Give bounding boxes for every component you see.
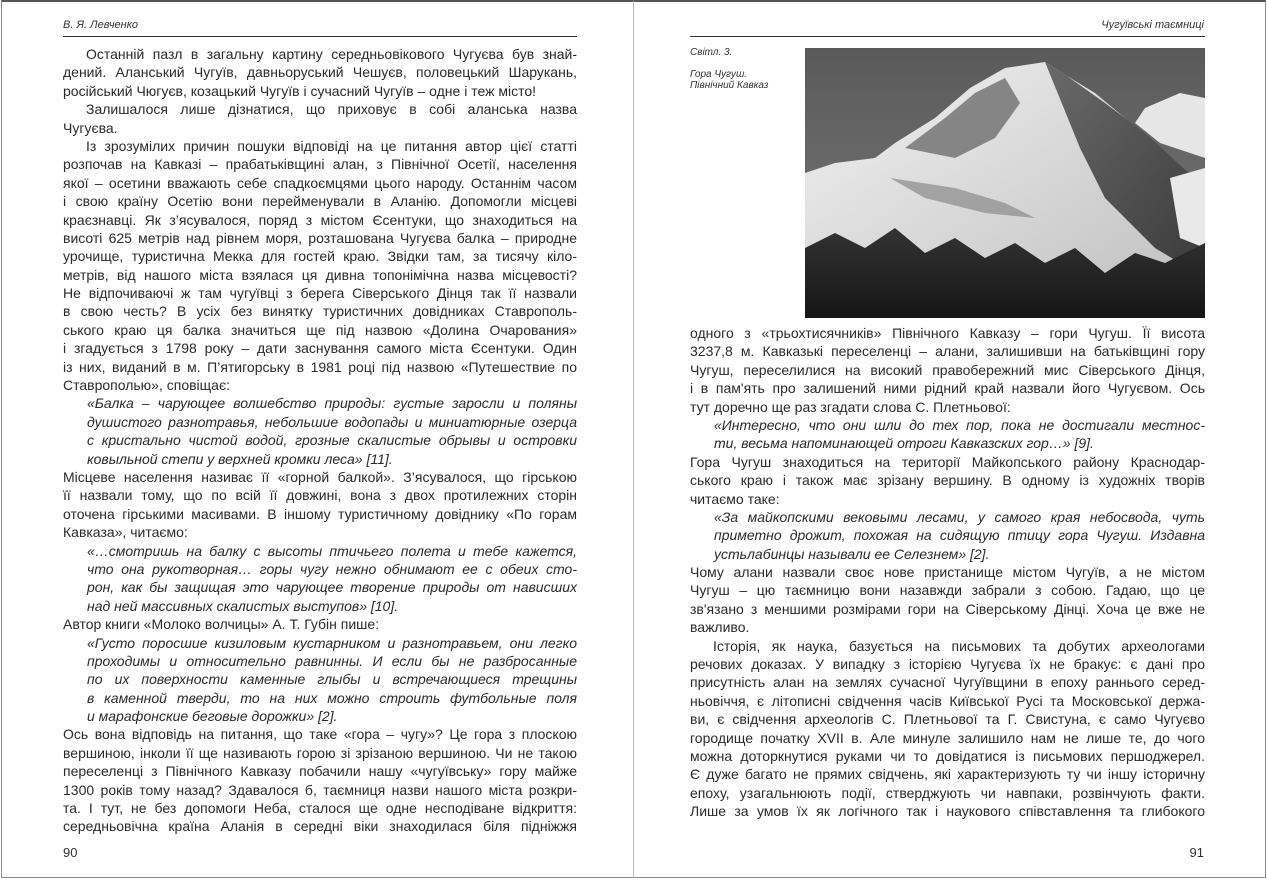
text-line: [63, 505, 577, 523]
text-line: [63, 486, 577, 504]
text-line: [690, 434, 1205, 452]
text-line-content: Автор книги «Молоко волчицы» А. Т. Губін пише:: [63, 616, 380, 633]
text-line: [690, 342, 1205, 360]
quotation-block: [690, 508, 1205, 563]
text-line: [63, 100, 577, 118]
text-line-content: Залишалося лише дізнатися, що приховує в собі аланська назва: [86, 101, 577, 118]
text-line: [63, 376, 577, 394]
text-line: [690, 729, 1205, 747]
text-line-content: 1300 років тому назад? Здавалося б, таємниця назви нашого міста розкри-: [63, 781, 577, 798]
text-line-content: важливо.: [690, 619, 750, 636]
text-line-content: «Густо поросшие кизиловым кустарником и разнотравьем, они легко: [87, 634, 577, 651]
paragraph: [690, 453, 1205, 508]
text-line: [63, 45, 577, 63]
running-header-title: Чугуївські таємниці: [1101, 19, 1204, 31]
text-line: [63, 615, 577, 633]
text-line-content: Чугуєва.: [63, 119, 118, 136]
text-line-content: «За майкопскими вековыми лесами, у самого края небосвода, чуть: [714, 508, 1205, 525]
text-line: [63, 744, 577, 762]
text-line-content: в каменной тверди, то на них можно строить футбольные поля: [87, 689, 577, 706]
paragraph: [63, 137, 577, 394]
text-line: [63, 634, 577, 652]
figure-caption-line2: Північний Кавказ: [690, 80, 769, 91]
text-line-content: устьлабинцы называли ее Селезнем» [2].: [714, 545, 990, 562]
text-line: [690, 379, 1205, 397]
text-line: [690, 802, 1205, 820]
text-line-content: Гора Чугуш знаходиться на території Майкопського району Краснодар-: [690, 453, 1205, 470]
text-line-content: Ось вона відповідь на питання, що таке «гора – чугу»? Це гора з плоскою: [63, 726, 577, 743]
text-line: [690, 526, 1205, 544]
text-line: [63, 689, 577, 707]
text-line: [63, 542, 577, 560]
text-line-content: проходимы и относительно равнинны. И если бы не разбросанные: [87, 652, 577, 669]
page-number: 90: [63, 845, 78, 860]
text-line: [63, 597, 577, 615]
text-line: [63, 82, 577, 100]
text-line-content: і згадується з 1798 року – дати заснування самого міста Єсентуки. Один: [63, 340, 577, 357]
text-line: [63, 431, 577, 449]
text-line: [63, 468, 577, 486]
paragraph: [690, 563, 1205, 637]
text-line: [63, 321, 577, 339]
text-line-content: «Интересно, что они шли до тех пор, пока не достигали местнос-: [714, 416, 1205, 433]
text-line: [690, 618, 1205, 636]
text-line-content: епоху, узагальнюють події, стверджують чи навпаки, розвінчують факти.: [690, 784, 1205, 801]
text-line: [63, 63, 577, 81]
figure-caption-line1: Гора Чугуш.: [690, 69, 748, 80]
text-line-content: и марафонские беговые дорожки» [2].: [87, 708, 338, 725]
text-line: [63, 339, 577, 357]
text-line-content: із них, виданий в м. П’ятигорську в 1981 році під назвою «Путешествие по: [63, 358, 577, 375]
text-line: [63, 523, 577, 541]
text-line: [690, 600, 1205, 618]
text-line-content: читаємо таке:: [690, 490, 780, 507]
paragraph: [63, 468, 577, 542]
text-line: [690, 581, 1205, 599]
text-line: [63, 266, 577, 284]
text-line-content: якої – осетини вважають себе спадкоємцями цього народу. Останнім часом: [63, 174, 577, 191]
text-line-content: метрів, від нашого міста взялася ця дивна топонімічна назва місцевості?: [63, 266, 577, 283]
text-line-content: над ней массивных скалистых выступов» [10].: [87, 597, 399, 614]
text-line: [690, 673, 1205, 691]
text-line: [63, 229, 577, 247]
text-line-content: «…смотришь на балку с высоты птичьего полета и тебе кажется,: [87, 542, 577, 559]
text-line: [63, 247, 577, 265]
paragraph: [63, 100, 577, 137]
text-line-content: Ставрополью», сповіщає:: [63, 377, 231, 394]
text-line: [690, 453, 1205, 471]
text-line-content: ви, є свідчення археологів С. Плетньової та Г. Свистуна, є само Чугуєво: [690, 711, 1205, 728]
paragraph: [63, 615, 577, 633]
text-line-content: рон, как бы защищая это чарующее творение природы от нависших: [87, 579, 577, 596]
text-line: [63, 450, 577, 468]
text-line-content: краєзнавці. Як з’ясувалося, поряд з містом Єсентуки, що знаходиться на: [63, 211, 577, 228]
text-line-content: по их поверхности каменные глыбы и встречающиеся трещины: [87, 671, 577, 688]
text-line: [690, 765, 1205, 783]
quotation-block: [63, 542, 577, 616]
text-line-content: ського краю і також має зрізану вершину. В одному із художніх творів: [690, 472, 1205, 489]
quotation-block: [690, 416, 1205, 453]
text-line-content: російський Чюгуєв, козацький Чугуїв і сучасний Чугуїв – одне і теж місто!: [63, 82, 537, 99]
text-line: [690, 508, 1205, 526]
text-line: [690, 416, 1205, 434]
text-line: [690, 324, 1205, 342]
paragraph: [63, 725, 577, 835]
text-line-content: в свою честь? В усіх без винятку туристичних довідниках Ставрополь-: [63, 303, 577, 320]
text-line: [63, 358, 577, 376]
text-line-content: ти, весьма напоминающей отроги Кавказских гор…» [9].: [714, 435, 1094, 452]
header-rule: [690, 36, 1205, 37]
text-line: [690, 655, 1205, 673]
text-line: [63, 155, 577, 173]
left-page-text: [63, 45, 577, 836]
paragraph: [690, 637, 1205, 821]
text-line: [690, 361, 1205, 379]
text-line: [690, 747, 1205, 765]
text-line: [63, 670, 577, 688]
text-line: [63, 119, 577, 137]
text-line-content: ковыльной степи у верхней кромки леса» [11].: [87, 450, 393, 467]
header-rule: [63, 36, 577, 37]
text-line-content: Історія, як наука, базується на письмових та добутих археологами: [713, 637, 1205, 654]
quotation-block: [63, 394, 577, 468]
text-line-content: Місцеве населення називає її «горной балкой». З’ясувалося, що гірською: [63, 468, 577, 485]
paragraph: [63, 45, 577, 100]
text-line: [63, 707, 577, 725]
paragraph: [690, 324, 1205, 416]
text-line-content: ньовіччя, є літописні свідчення часів Київської Русі та Московської держа-: [690, 692, 1205, 709]
mountain-photo: [805, 48, 1205, 318]
text-line-content: Є дуже багато не прямих свідчень, які характеризують ту чи іншу історичну: [690, 766, 1205, 783]
figure-label: Світл. 3.: [690, 47, 733, 58]
text-line-content: дений. Аланський Чугуїв, давньоруський Чешуєв, половецький Шарукань,: [63, 64, 577, 81]
text-line-content: речових доказах. У випадку з історією Чугуєва їх не бракує: є дані про: [690, 656, 1205, 673]
text-line-content: что она рукотворная… горы чугу нежно обнимают ее с обеих сто-: [87, 560, 577, 577]
running-header-author: В. Я. Левченко: [63, 19, 139, 31]
text-line-content: приметно дрожит, похожая на сидящую птицу гора Чугуш. Издавна: [714, 527, 1205, 544]
text-line-content: ського краю ця балка значиться ще під назвою «Долина Очарования»: [63, 321, 577, 338]
text-line-content: «Балка – чарующее волшебство природы: густые заросли и поляны: [87, 395, 577, 412]
text-line: [690, 398, 1205, 416]
text-line-content: зв'язано з меншими розмірами гори на Сіверському Дінці. Хоча це вже не: [690, 600, 1205, 617]
text-line-content: її назвали тому, що по всій її довжині, вона з двох протилежних сторін: [63, 487, 577, 504]
text-line-content: розпочав на Кавказі – прабатьківщині алан, з Північної Осетії, населення: [63, 156, 577, 173]
text-line: [63, 284, 577, 302]
text-line-content: переселенці з Північного Кавказу побачили нашу «чугуївську» гору майже: [63, 763, 577, 780]
text-line-content: вершиною, інколи її ще називають горою зі зрізаною вершиною. Чи не такою: [63, 744, 577, 761]
text-line: [690, 637, 1205, 655]
text-line: [690, 692, 1205, 710]
text-line: [690, 490, 1205, 508]
quotation-block: [63, 634, 577, 726]
text-line-content: присутність алан на землях сучасної Чугуївщини в епоху раннього серед-: [690, 674, 1205, 691]
text-line-content: і свою країну Осетію вони перейменували в Аланію. Допомогли місцеві: [63, 193, 577, 210]
text-line-content: Останній пазл в загальну картину середньовікового Чугуєва був знай-: [86, 46, 577, 62]
text-line-content: Із зрозумілих причин пошуки відповіді на це питання автор цієї статті: [86, 137, 577, 154]
text-line: [63, 192, 577, 210]
text-line-content: 3237,8 м. Кавказькі переселенці – алани, залишивши на батьківщині гору: [690, 343, 1205, 360]
text-line: [690, 563, 1205, 581]
right-page: [633, 0, 1266, 878]
page-number: 91: [1189, 845, 1204, 860]
text-line: [63, 137, 577, 155]
text-line-content: та. І тут, не без допомоги Неба, сталося ще одне несподіване відкриття:: [63, 800, 577, 817]
text-line-content: городище початку XVII в. Але минуле залишило нам не лише те, до чого: [690, 729, 1205, 746]
text-line: [690, 710, 1205, 728]
text-line: [63, 394, 577, 412]
text-line: [690, 784, 1205, 802]
text-line: [63, 799, 577, 817]
text-line-content: оточена гірськими масивами. В іншому туристичному довіднику «По горам: [63, 505, 577, 522]
text-line: [63, 174, 577, 192]
text-line: [63, 725, 577, 743]
text-line-content: Кавказа», читаємо:: [63, 524, 188, 541]
text-line: [63, 781, 577, 799]
text-line: [63, 762, 577, 780]
text-line: [63, 211, 577, 229]
text-line-content: Чугуш – цю таємницю вони назавжди забрали з собою. Гадаю, що це: [690, 582, 1205, 599]
text-line-content: Не відпочиваючі ж там чугуївці з берега Сіверського Дінця так її назвали: [63, 285, 577, 302]
text-line: [690, 545, 1205, 563]
text-line-content: душистого разнотравья, небольшие водопады и миниатюрные озерца: [87, 413, 577, 430]
right-page-text: [690, 324, 1205, 821]
text-line: [690, 471, 1205, 489]
text-line-content: середньовічна країна Аланія в середні віки знаходилася біля підніжжя: [63, 818, 577, 835]
text-line: [63, 817, 577, 835]
text-line-content: тут доречно ще раз згадати слова С. Плетньової:: [690, 398, 1011, 415]
text-line-content: Чому алани назвали своє нове пристанище містом Чугуїв, а не містом: [690, 564, 1205, 581]
text-line: [63, 652, 577, 670]
text-line-content: висоті 625 метрів над рівнем моря, розташована Чугуєва балка – природне: [63, 229, 577, 246]
text-line: [63, 413, 577, 431]
text-line-content: одного з «трьохтисячників» Північного Кавказу – гори Чугуш. Її висота: [690, 325, 1205, 341]
text-line: [63, 578, 577, 596]
text-line-content: Лише за умов їх як логічного так і наукового співставлення та глибокого: [690, 803, 1205, 820]
text-line: [63, 560, 577, 578]
left-page: [1, 0, 633, 878]
text-line: [63, 302, 577, 320]
text-line-content: і в пам'ять про залишений ними рідний край назвали його Чугуєвом. Ось: [690, 380, 1205, 397]
text-line-content: урочище, туристична Мекка для гостей краю. Звідки там, за тисячу кіло-: [63, 248, 577, 265]
text-line-content: можна доторкнутися руками чи то довідатися із письмових першоджерел.: [690, 747, 1205, 764]
text-line-content: Чугуш, переселилися на високий правобережний мис Сіверського Дінця,: [690, 361, 1205, 378]
text-line-content: с кристально чистой водой, грозные скалистые обрывы и островки: [87, 432, 577, 449]
